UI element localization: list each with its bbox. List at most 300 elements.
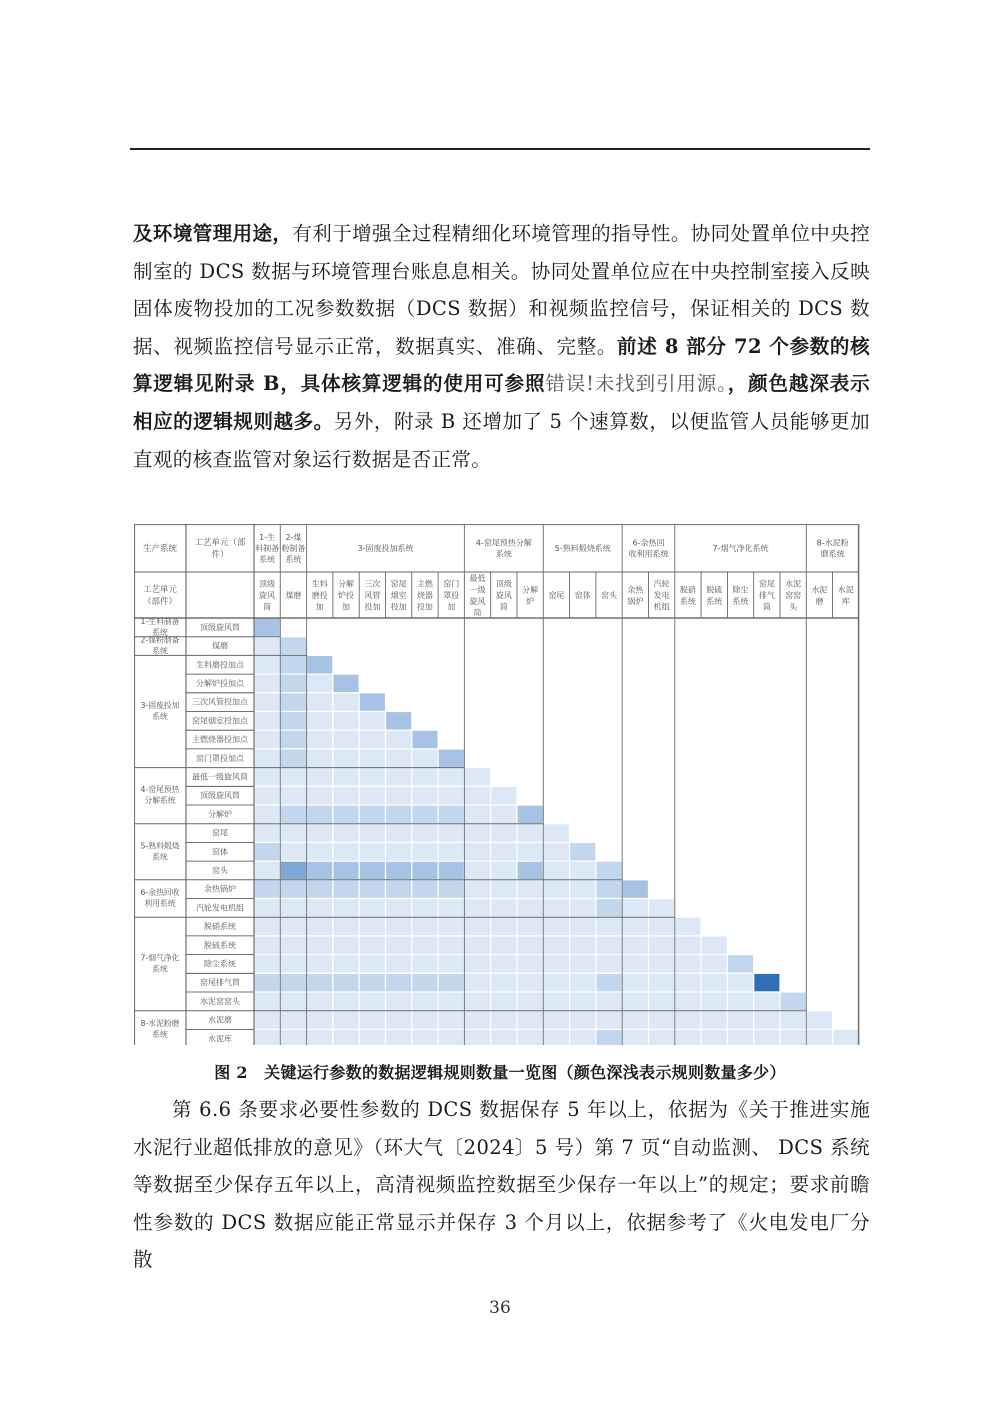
heatmap-cell <box>570 899 596 918</box>
heatmap-cell <box>517 936 543 955</box>
heatmap-cell <box>543 861 569 880</box>
heatmap-cell <box>254 1011 280 1030</box>
bold-text: ，颜色越深表示相应的逻辑规则越多。 <box>133 372 870 433</box>
heatmap-cell <box>386 824 412 843</box>
heatmap-cell <box>570 1011 596 1030</box>
heatmap-cell <box>438 899 464 918</box>
bold-lead-text: 及环境管理用途， <box>133 222 293 245</box>
heatmap-cell <box>570 955 596 974</box>
heatmap-cell <box>254 1029 280 1045</box>
heatmap-cell <box>386 992 412 1011</box>
row-unit-label: 脱硫系统 <box>204 940 236 950</box>
heatmap-cell <box>280 805 306 824</box>
heatmap-cell <box>649 955 675 974</box>
heatmap-cell <box>543 842 569 861</box>
heatmap-cell <box>412 824 438 843</box>
heatmap-cell <box>359 712 385 731</box>
heatmap-cell <box>254 655 280 674</box>
heatmap-cell <box>438 824 464 843</box>
row-unit-label: 窑体 <box>212 847 228 857</box>
heatmap-cell <box>386 880 412 899</box>
heatmap-cell <box>596 955 622 974</box>
heatmap-cell <box>280 786 306 805</box>
row-unit-label: 分解炉投加点 <box>196 678 244 688</box>
heatmap-cell <box>517 955 543 974</box>
row-unit-label: 水泥窑窑头 <box>200 996 240 1006</box>
heatmap-cell <box>307 880 333 899</box>
heatmap-cell <box>280 655 306 674</box>
heatmap-cell <box>517 824 543 843</box>
heatmap-cell <box>754 992 780 1011</box>
heatmap-cell <box>307 1011 333 1030</box>
heatmap-cell <box>359 917 385 936</box>
heatmap-cell <box>386 749 412 768</box>
heatmap-cell <box>596 992 622 1011</box>
heatmap-cell <box>570 973 596 992</box>
heatmap-cell <box>359 842 385 861</box>
heatmap-cell <box>412 1011 438 1030</box>
heatmap-cell <box>307 655 333 674</box>
heatmap-cell <box>570 842 596 861</box>
heatmap-cell <box>359 730 385 749</box>
heatmap-cell <box>386 768 412 787</box>
column-header-label: 三次风管投加 <box>364 579 381 611</box>
heatmap-cell <box>412 842 438 861</box>
heatmap-cell <box>359 899 385 918</box>
row-group-label: 1-生料制备系统 <box>140 616 180 637</box>
heatmap-cell <box>622 917 648 936</box>
heatmap-cell <box>701 936 727 955</box>
heatmap-cell <box>333 973 359 992</box>
heatmap-cell <box>780 1011 806 1030</box>
heatmap-cell <box>280 992 306 1011</box>
heatmap-cell <box>254 880 280 899</box>
heatmap-cell <box>517 992 543 1011</box>
heatmap-cell <box>254 992 280 1011</box>
heatmap-cell <box>622 973 648 992</box>
heatmap-cell <box>412 880 438 899</box>
heatmap-cell <box>622 1029 648 1045</box>
heatmap-cell <box>464 880 490 899</box>
page-header-rule <box>130 148 870 150</box>
column-header-label: 窑头 <box>601 590 618 600</box>
row-unit-label: 窑尾 <box>212 828 228 838</box>
heatmap-cell <box>780 992 806 1011</box>
heatmap-cell <box>701 992 727 1011</box>
heatmap-cell <box>333 936 359 955</box>
heatmap-cell <box>333 712 359 731</box>
heatmap-cell <box>464 805 490 824</box>
heatmap-cell <box>491 973 517 992</box>
heatmap-cell <box>307 712 333 731</box>
row-unit-label: 最低一级旋风筒 <box>192 772 248 782</box>
heatmap-cell <box>675 955 701 974</box>
heatmap-cell <box>517 1029 543 1045</box>
heatmap-cell <box>491 786 517 805</box>
heatmap-cell <box>596 880 622 899</box>
heatmap-cell <box>543 936 569 955</box>
heatmap-cell <box>622 955 648 974</box>
system-group-label: 6-余热回收利用系统 <box>628 538 669 558</box>
heatmap-cell <box>517 880 543 899</box>
heatmap-cell <box>386 917 412 936</box>
heatmap-cell <box>359 1029 385 1045</box>
header-system-label: 生产系统 <box>142 543 178 554</box>
heatmap-cell <box>307 693 333 712</box>
heatmap-cell <box>280 936 306 955</box>
heatmap-cell <box>280 1011 306 1030</box>
row-unit-label: 窑头 <box>212 865 228 875</box>
heatmap-cell <box>438 973 464 992</box>
row-unit-label: 分解炉 <box>208 809 232 819</box>
heatmap-cell <box>412 936 438 955</box>
heatmap-cell <box>543 973 569 992</box>
heatmap-cell <box>386 955 412 974</box>
heatmap-cell <box>333 749 359 768</box>
heatmap-cell <box>359 992 385 1011</box>
heatmap-cell <box>333 693 359 712</box>
figure-caption: 图 2 关键运行参数的数据逻辑规则数量一览图（颜色深浅表示规则数量多少） <box>214 1063 786 1082</box>
heatmap-cell <box>649 899 675 918</box>
page-number: 36 <box>489 1298 511 1318</box>
heatmap-cell <box>307 955 333 974</box>
heatmap-cell <box>622 880 648 899</box>
heatmap-cell <box>491 917 517 936</box>
heatmap-cell <box>412 992 438 1011</box>
column-header-label: 主燃烧器投加 <box>416 579 433 611</box>
heatmap-cell <box>386 805 412 824</box>
heatmap-cell <box>359 786 385 805</box>
heatmap-cell <box>622 899 648 918</box>
heatmap-cell <box>280 899 306 918</box>
heatmap-cell <box>438 768 464 787</box>
heatmap-cell <box>675 1011 701 1030</box>
heatmap-cell <box>280 861 306 880</box>
heatmap-cell <box>254 899 280 918</box>
heatmap-cell <box>386 712 412 731</box>
heatmap-cell <box>464 861 490 880</box>
paragraph-text: 另外，附录 B 还增加了 5 个速算数，以便监管人员能够更加直观的核查监管对象运行数据是否正常。 <box>133 409 870 471</box>
heatmap-cell <box>464 973 490 992</box>
column-header-label: 脱硫系统 <box>706 584 723 606</box>
heatmap-cell <box>333 730 359 749</box>
heatmap-cell <box>701 955 727 974</box>
column-header-label: 生料磨投加 <box>311 579 328 611</box>
column-header-label: 分解炉 <box>522 584 539 606</box>
heatmap-cell <box>412 917 438 936</box>
heatmap-cell <box>543 899 569 918</box>
heatmap-cell <box>359 749 385 768</box>
heatmap-cell <box>359 973 385 992</box>
heatmap-cell <box>754 1011 780 1030</box>
heatmap-cell <box>333 861 359 880</box>
row-unit-label: 窑尾烟室投加点 <box>192 716 248 726</box>
heatmap-cell <box>464 1029 490 1045</box>
heatmap-cell <box>307 899 333 918</box>
heatmap-cell <box>727 1029 753 1045</box>
heatmap-cell <box>254 712 280 731</box>
row-unit-label: 汽轮发电机组 <box>196 903 244 913</box>
column-header-label: 脱硝系统 <box>679 584 696 606</box>
heatmap-cell <box>386 899 412 918</box>
row-unit-label: 水泥库 <box>208 1034 232 1044</box>
column-header-label: 窑尾 <box>548 590 565 600</box>
heatmap-cell <box>517 805 543 824</box>
heatmap-cell <box>412 805 438 824</box>
heatmap-cell <box>280 973 306 992</box>
heatmap-cell <box>701 1011 727 1030</box>
heatmap-cell <box>438 880 464 899</box>
heatmap-cell <box>570 936 596 955</box>
heatmap-cell <box>464 824 490 843</box>
heatmap-cell <box>464 1011 490 1030</box>
row-unit-label: 顶级旋风筒 <box>200 791 240 801</box>
heatmap-cell <box>307 973 333 992</box>
heatmap-cell <box>780 1029 806 1045</box>
heatmap-cell <box>359 693 385 712</box>
heatmap-cell <box>491 936 517 955</box>
heatmap-cell <box>649 917 675 936</box>
row-unit-label: 生料磨投加点 <box>196 660 244 670</box>
heatmap-cell <box>491 805 517 824</box>
row-unit-label: 煤磨 <box>212 641 228 651</box>
heatmap-cell <box>333 992 359 1011</box>
heatmap-cell <box>412 768 438 787</box>
heatmap-cell <box>491 1011 517 1030</box>
heatmap-cell <box>675 936 701 955</box>
heatmap-cell <box>359 805 385 824</box>
row-unit-label: 三次风管投加点 <box>192 697 248 707</box>
column-header-label: 顶级旋风筒 <box>495 579 512 611</box>
system-group-label: 3-固废投加系统 <box>357 543 414 553</box>
heatmap-cell <box>412 861 438 880</box>
heatmap-cell <box>333 842 359 861</box>
heatmap-cell <box>412 786 438 805</box>
heatmap-cell <box>280 955 306 974</box>
heatmap-cell <box>543 917 569 936</box>
heatmap-cell <box>464 899 490 918</box>
heatmap-cell <box>254 955 280 974</box>
heatmap-cell <box>280 674 306 693</box>
heatmap-cell <box>570 1029 596 1045</box>
heatmap-cell <box>333 805 359 824</box>
heatmap-cell <box>675 973 701 992</box>
heatmap-cell <box>307 842 333 861</box>
heatmap-cell <box>464 768 490 787</box>
bold-text: 前述 8 部分 72 个参数的核算逻辑见附录 B，具体核算逻辑的使用可参照 <box>133 334 870 396</box>
heatmap-cell <box>386 1011 412 1030</box>
column-header-label: 窑尾排气筒 <box>758 579 775 611</box>
heatmap-cell <box>491 824 517 843</box>
heatmap-cell <box>307 992 333 1011</box>
heatmap-cell <box>438 936 464 955</box>
heatmap-cell <box>307 749 333 768</box>
column-header-label: 水泥库 <box>837 584 854 606</box>
heatmap-cell <box>622 992 648 1011</box>
heatmap-cell <box>622 1011 648 1030</box>
heatmap-cell <box>254 824 280 843</box>
heatmap-cell <box>254 805 280 824</box>
paragraph-text: 有利于增强全过程精细化环境管理的指导性。协同处置单位中央控制室的 DCS 数据与环境管理台账息息相关。协同处置单位应在中央控制室接入反映固体废物投加的工况参数数据（DCS 数据）和视频监控信号，保证相关的 DCS 数据、视频监控信号显示正常，数据真实、准确、完整。 <box>133 222 870 358</box>
column-header-label: 煤磨 <box>285 590 302 600</box>
heatmap-cell <box>543 1011 569 1030</box>
heatmap-cell <box>649 973 675 992</box>
heatmap-cell <box>491 842 517 861</box>
heatmap-cell <box>675 917 701 936</box>
row-group-label: 3-固废投加系统 <box>140 701 180 721</box>
heatmap-cell <box>359 1011 385 1030</box>
row-group-label: 4-窑尾预热分解系统 <box>140 785 180 806</box>
heatmap-cell <box>280 880 306 899</box>
heatmap-cell <box>491 955 517 974</box>
column-header-label: 窑门罩投加 <box>443 579 460 611</box>
heatmap-cell <box>307 936 333 955</box>
heatmap-cell <box>280 842 306 861</box>
heatmap-cell <box>464 955 490 974</box>
heatmap-cell <box>701 973 727 992</box>
row-unit-label: 余热锅炉 <box>204 884 236 894</box>
heatmap-cell <box>438 1029 464 1045</box>
heatmap-cell <box>517 973 543 992</box>
heatmap-cell <box>438 992 464 1011</box>
heatmap-cell <box>438 805 464 824</box>
heatmap-cell <box>307 674 333 693</box>
heatmap-cell <box>280 768 306 787</box>
heatmap-cell <box>491 1029 517 1045</box>
heatmap-cell <box>464 917 490 936</box>
heatmap-cell <box>517 1011 543 1030</box>
heatmap-cell <box>517 861 543 880</box>
heatmap-cell <box>280 637 306 656</box>
heatmap-cell <box>727 1011 753 1030</box>
heatmap-cell <box>386 861 412 880</box>
heatmap-cell <box>307 824 333 843</box>
heatmap-cell <box>359 936 385 955</box>
row-group-label: 8-水泥粉磨系统 <box>140 1018 180 1039</box>
heatmap-cell <box>438 842 464 861</box>
heatmap-cell <box>675 1029 701 1045</box>
system-group-label: 8-水泥粉磨系统 <box>816 538 849 558</box>
heatmap-cell <box>543 880 569 899</box>
row-group-label: 2-煤粉制备系统 <box>140 635 180 656</box>
column-header-label: 水泥磨 <box>811 584 828 606</box>
heatmap-cell <box>307 805 333 824</box>
heatmap-cell <box>570 861 596 880</box>
heatmap-cell <box>333 880 359 899</box>
heatmap-cell <box>438 861 464 880</box>
heatmap-cell <box>438 786 464 805</box>
heatmap-cell <box>254 693 280 712</box>
heatmap-cell <box>570 992 596 1011</box>
heatmap-cell <box>254 618 280 637</box>
row-group-label: 6-余热回收利用系统 <box>140 888 180 908</box>
heatmap-cell <box>254 674 280 693</box>
heatmap-cell <box>412 749 438 768</box>
heatmap-cell <box>464 992 490 1011</box>
heatmap-cell <box>412 955 438 974</box>
system-group-label: 7-烟气净化系统 <box>712 543 769 553</box>
heatmap-cell <box>806 1011 832 1030</box>
heatmap-cell <box>491 880 517 899</box>
heatmap-cell <box>596 936 622 955</box>
column-header-label: 最低一级旋风筒 <box>469 573 486 617</box>
heatmap-cell <box>254 768 280 787</box>
heatmap-cell <box>333 1011 359 1030</box>
heatmap-cell <box>333 899 359 918</box>
heatmap-cell <box>438 955 464 974</box>
heatmap-cell <box>307 1029 333 1045</box>
column-header-label: 水泥窑窑头 <box>785 579 802 611</box>
heatmap-cell <box>254 861 280 880</box>
heatmap-cell <box>386 973 412 992</box>
heatmap-cell <box>307 786 333 805</box>
heatmap-cell <box>438 917 464 936</box>
heatmap-cell <box>622 936 648 955</box>
heatmap-cell <box>280 749 306 768</box>
heatmap-cell <box>491 861 517 880</box>
heatmap-cell <box>491 992 517 1011</box>
heatmap-cell <box>464 936 490 955</box>
column-header-label: 窑尾烟室投加 <box>390 579 407 611</box>
heatmap-cell <box>649 936 675 955</box>
heatmap-cell <box>570 880 596 899</box>
body-paragraph-1 <box>133 215 870 478</box>
heatmap-cell <box>254 917 280 936</box>
heatmap-cell <box>596 899 622 918</box>
row-unit-label: 水泥磨 <box>208 1015 232 1025</box>
row-unit-label: 顶级旋风筒 <box>200 622 240 632</box>
system-group-label: 2-煤粉制备系统 <box>281 532 306 564</box>
heatmap-cell <box>596 861 622 880</box>
heatmap-cell <box>438 1011 464 1030</box>
heatmap-cell <box>254 730 280 749</box>
heatmap-cell <box>464 842 490 861</box>
heatmap-cell <box>570 917 596 936</box>
heatmap-cell <box>517 917 543 936</box>
heatmap-cell <box>596 1029 622 1045</box>
column-header-label: 除尘系统 <box>732 584 749 606</box>
heatmap-cell <box>254 973 280 992</box>
heatmap-cell <box>386 786 412 805</box>
row-unit-label: 窑门罩投加点 <box>196 753 244 763</box>
heatmap-cell <box>333 917 359 936</box>
heatmap-cell <box>333 786 359 805</box>
rule-count-matrix-figure <box>134 524 867 1045</box>
row-group-label: 5-熟料煅烧系统 <box>140 841 180 862</box>
heatmap-cell <box>307 917 333 936</box>
heatmap-cell <box>754 973 780 992</box>
system-group-label: 1-生料制备系统 <box>255 532 280 564</box>
heatmap-cell <box>254 749 280 768</box>
heatmap-cell <box>307 730 333 749</box>
heatmap-cell <box>543 955 569 974</box>
heatmap-cell <box>596 973 622 992</box>
heatmap-cell <box>359 824 385 843</box>
heatmap-cell <box>359 955 385 974</box>
heatmap-cell <box>386 1029 412 1045</box>
heatmap-cell <box>359 880 385 899</box>
heatmap-cell <box>754 1029 780 1045</box>
heatmap-cell <box>543 824 569 843</box>
column-header-label: 窑体 <box>574 590 591 600</box>
heatmap-cell <box>254 637 280 656</box>
system-group-label: 4-窑尾预热分解系统 <box>475 538 532 558</box>
heatmap-cell <box>359 861 385 880</box>
header-unit-label: 工艺单元（部件） <box>194 537 246 560</box>
heatmap-cell <box>412 973 438 992</box>
heatmap-cell <box>333 768 359 787</box>
heatmap-cell <box>806 1029 832 1045</box>
